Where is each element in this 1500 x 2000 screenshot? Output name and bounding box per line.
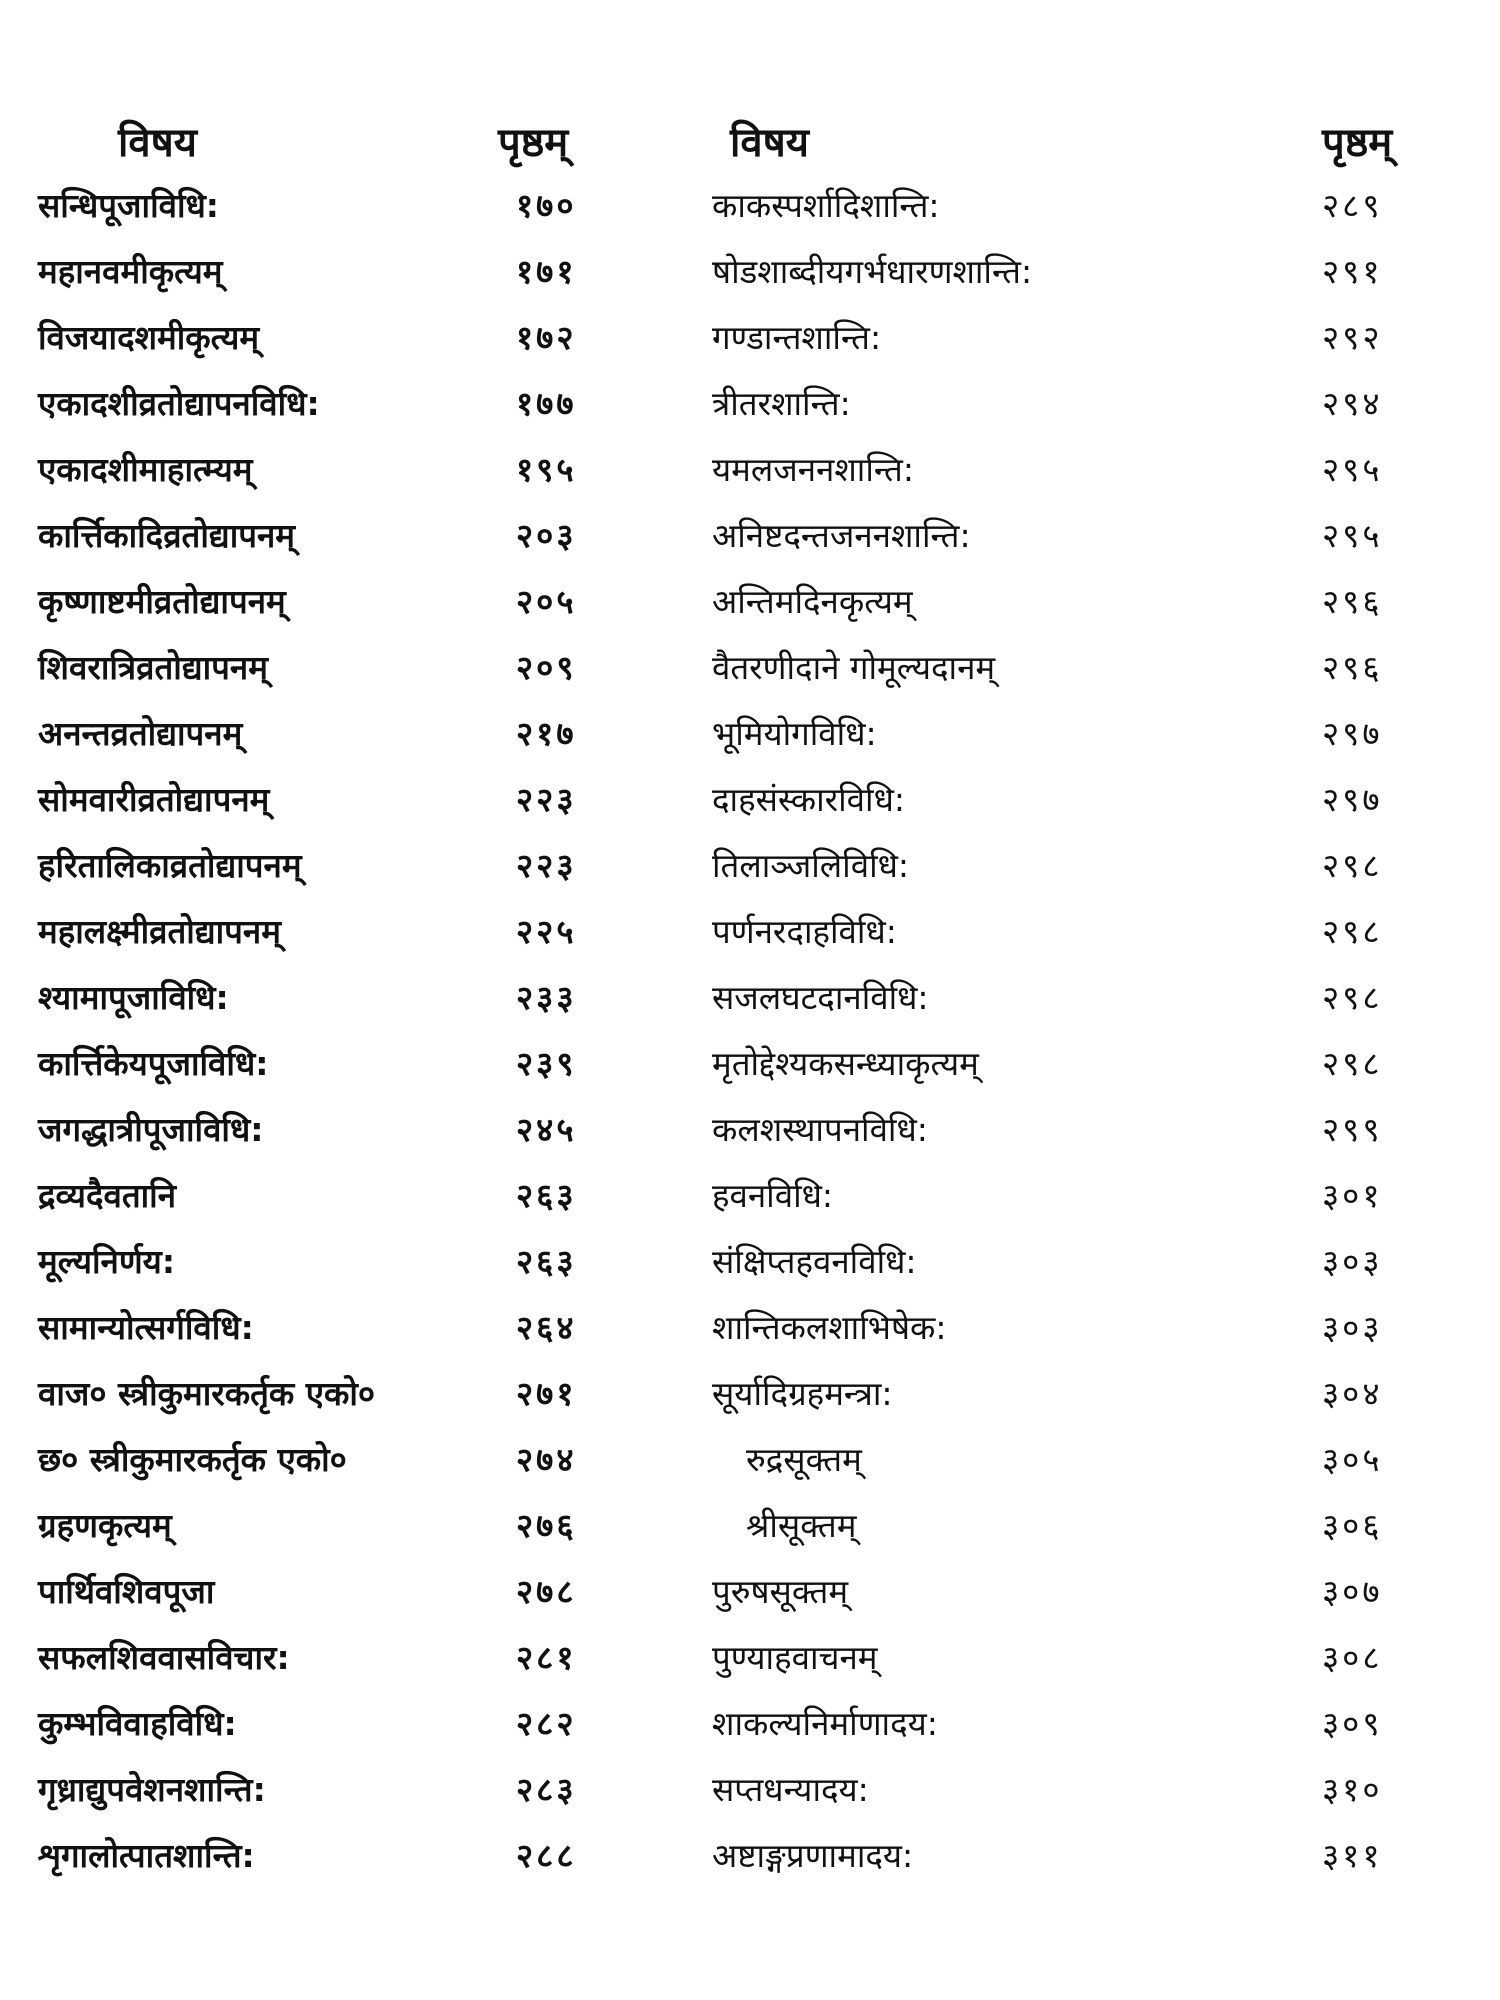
entry-page-number: २९६	[1322, 648, 1383, 687]
entry-subject: पुरुषसूक्तम्	[712, 1572, 849, 1611]
entry-subject: सफलशिववासविचार:	[38, 1638, 290, 1677]
entry-page-number: २८८	[516, 1836, 577, 1875]
entry-page-number: २७४	[516, 1440, 577, 1479]
contents-entry	[712, 243, 1482, 309]
entry-subject: सामान्योत्सर्गविधि:	[38, 1308, 254, 1347]
entry-page-number: ३०८	[1322, 1638, 1383, 1677]
contents-entry	[38, 1695, 618, 1761]
entry-subject: दाहसंस्कारविधि:	[712, 780, 905, 819]
contents-entry	[712, 375, 1482, 441]
entry-page-number: ३०४	[1322, 1374, 1383, 1413]
entry-page-number: २२३	[516, 846, 577, 885]
entry-subject: संक्षिप्तहवनविधि:	[712, 1242, 917, 1281]
entry-page-number: ३११	[1322, 1836, 1383, 1875]
entry-page-number: २६४	[516, 1308, 577, 1347]
contents-entry	[38, 903, 618, 969]
contents-column-right	[712, 115, 1482, 1893]
entry-page-number: २९४	[1322, 384, 1383, 423]
entry-page-number: २४५	[516, 1110, 577, 1149]
contents-entry	[38, 1431, 618, 1497]
entry-subject: सप्तधन्यादय:	[712, 1770, 869, 1809]
entry-subject: मृतोद्देश्यकसन्ध्याकृत्यम्	[712, 1044, 979, 1083]
contents-column-left	[38, 115, 618, 1893]
contents-entry	[38, 969, 618, 1035]
entry-subject: शिवरात्रिव्रतोद्यापनम्	[38, 648, 268, 687]
entry-subject: हरितालिकाव्रतोद्यापनम्	[38, 846, 302, 885]
entry-subject: गृध्राद्युपवेशनशान्ति:	[38, 1770, 266, 1809]
entry-subject: अनिष्टदन्तजननशान्ति:	[712, 516, 971, 555]
contents-entry	[712, 1761, 1482, 1827]
contents-entry	[712, 507, 1482, 573]
entry-page-number: २७१	[516, 1374, 577, 1413]
entry-page-number: १७७	[516, 384, 577, 423]
entry-subject: वाज० स्त्रीकुमारकर्तृक एको०	[38, 1374, 376, 1413]
entry-page-number: २८९	[1322, 186, 1383, 225]
contents-entry	[38, 1101, 618, 1167]
contents-entry	[712, 1827, 1482, 1893]
contents-entry	[38, 177, 618, 243]
contents-entry	[712, 1563, 1482, 1629]
entry-subject: कार्त्तिकेयपूजाविधि:	[38, 1044, 269, 1083]
column-header	[38, 115, 618, 177]
entry-page-number: २६३	[516, 1242, 577, 1281]
entry-subject: शृगालोत्पातशान्ति:	[38, 1836, 255, 1875]
entry-subject: विजयादशमीकृत्यम्	[38, 318, 260, 357]
contents-entry	[38, 639, 618, 705]
contents-entry	[712, 903, 1482, 969]
entry-page-number: ३१०	[1322, 1770, 1383, 1809]
entry-subject: सोमवारीव्रतोद्यापनम्	[38, 780, 270, 819]
entry-page-number: २८२	[516, 1704, 577, 1743]
contents-entry	[38, 1365, 618, 1431]
contents-entry	[712, 837, 1482, 903]
entry-page-number: ३०७	[1322, 1572, 1383, 1611]
entry-subject: जगद्धात्रीपूजाविधि:	[38, 1110, 264, 1149]
contents-entry	[38, 1299, 618, 1365]
entry-page-number: २९८	[1322, 978, 1383, 1017]
entry-page-number: २९७	[1322, 714, 1383, 753]
page-heading: पृष्ठम्	[498, 120, 569, 166]
entry-subject: महालक्ष्मीव्रतोद्यापनम्	[38, 912, 281, 951]
entry-subject: रुद्रसूक्तम्	[746, 1440, 862, 1479]
contents-entry	[38, 1035, 618, 1101]
contents-entry	[38, 507, 618, 573]
entry-subject: त्रीतरशान्ति:	[712, 384, 851, 423]
contents-entry	[38, 1563, 618, 1629]
contents-entry	[712, 1233, 1482, 1299]
contents-entry	[712, 705, 1482, 771]
entry-page-number: २६३	[516, 1176, 577, 1215]
entry-page-number: २९६	[1322, 582, 1383, 621]
entry-page-number: २३९	[516, 1044, 577, 1083]
contents-entry	[38, 705, 618, 771]
entry-page-number: २७६	[516, 1506, 577, 1545]
contents-list-right	[712, 177, 1482, 1893]
entry-subject: शाकल्यनिर्माणादय:	[712, 1704, 938, 1743]
contents-entry	[712, 1167, 1482, 1233]
entry-subject: श्रीसूक्तम्	[746, 1506, 857, 1545]
entry-page-number: २९८	[1322, 912, 1383, 951]
entry-page-number: २९८	[1322, 846, 1383, 885]
entry-page-number: २८३	[516, 1770, 577, 1809]
contents-entry	[712, 1695, 1482, 1761]
entry-page-number: १९५	[516, 450, 577, 489]
contents-entry	[712, 1497, 1482, 1563]
entry-subject: अष्टाङ्गप्रणामादय:	[712, 1836, 914, 1875]
subject-heading: विषय	[730, 120, 809, 166]
entry-page-number: १७०	[516, 186, 577, 225]
entry-page-number: २९५	[1322, 450, 1383, 489]
contents-entry	[38, 1761, 618, 1827]
contents-entry	[38, 573, 618, 639]
entry-subject: ग्रहणकृत्यम्	[38, 1506, 172, 1545]
entry-subject: हवनविधि:	[712, 1176, 834, 1215]
entry-page-number: ३०६	[1322, 1506, 1383, 1545]
entry-subject: पुण्याहवाचनम्	[712, 1638, 878, 1677]
entry-subject: कलशस्थापनविधि:	[712, 1110, 928, 1149]
entry-page-number: ३०९	[1322, 1704, 1383, 1743]
entry-subject: भूमियोगविधि:	[712, 714, 877, 753]
contents-entry	[712, 1035, 1482, 1101]
contents-list-left	[38, 177, 618, 1893]
contents-entry	[712, 441, 1482, 507]
entry-subject: महानवमीकृत्यम्	[38, 252, 223, 291]
column-header	[712, 115, 1482, 177]
entry-subject: अन्तिमदिनकृत्यम्	[712, 582, 913, 621]
entry-page-number: २०३	[516, 516, 577, 555]
entry-page-number: २०९	[516, 648, 577, 687]
entry-subject: कार्त्तिकादिव्रतोद्यापनम्	[38, 516, 296, 555]
contents-entry	[712, 1431, 1482, 1497]
entry-subject: एकादशीव्रतोद्यापनविधि:	[38, 384, 320, 423]
contents-entry	[712, 969, 1482, 1035]
contents-entry	[38, 1497, 618, 1563]
entry-page-number: २०५	[516, 582, 577, 621]
contents-entry	[38, 375, 618, 441]
entry-page-number: २८१	[516, 1638, 577, 1677]
entry-subject: एकादशीमाहात्म्यम्	[38, 450, 253, 489]
subject-heading: विषय	[118, 120, 197, 166]
entry-subject: श्यामापूजाविधि:	[38, 978, 229, 1017]
contents-entry	[38, 1827, 618, 1893]
contents-entry	[712, 1101, 1482, 1167]
entry-page-number: ३०५	[1322, 1440, 1383, 1479]
entry-page-number: २९९	[1322, 1110, 1383, 1149]
contents-entry	[38, 309, 618, 375]
entry-subject: द्रव्यदैवतानि	[38, 1176, 177, 1215]
contents-entry	[38, 441, 618, 507]
entry-subject: सजलघटदानविधि:	[712, 978, 929, 1017]
entry-page-number: २२५	[516, 912, 577, 951]
entry-subject: कुम्भविवाहविधि:	[38, 1704, 237, 1743]
entry-page-number: २९८	[1322, 1044, 1383, 1083]
entry-subject: काकस्पर्शादिशान्ति:	[712, 186, 940, 225]
contents-entry	[712, 177, 1482, 243]
contents-entry	[38, 771, 618, 837]
entry-subject: वैतरणीदाने गोमूल्यदानम्	[712, 648, 996, 687]
entry-page-number: २९५	[1322, 516, 1383, 555]
contents-entry	[38, 1167, 618, 1233]
entry-page-number: ३०१	[1322, 1176, 1383, 1215]
entry-page-number: २९७	[1322, 780, 1383, 819]
page-heading: पृष्ठम्	[1322, 120, 1393, 166]
entry-subject: यमलजननशान्ति:	[712, 450, 914, 489]
contents-entry	[712, 1365, 1482, 1431]
entry-page-number: १७१	[516, 252, 577, 291]
contents-entry	[38, 1233, 618, 1299]
entry-subject: तिलाञ्जलिविधि:	[712, 846, 910, 885]
entry-subject: अनन्तव्रतोद्यापनम्	[38, 714, 243, 753]
entry-page-number: २७८	[516, 1572, 577, 1611]
entry-page-number: ३०३	[1322, 1308, 1383, 1347]
entry-subject: षोडशाब्दीयगर्भधारणशान्ति:	[712, 252, 1033, 291]
contents-entry	[712, 639, 1482, 705]
entry-subject: कृष्णाष्टमीव्रतोद्यापनम्	[38, 582, 286, 621]
contents-entry	[712, 1299, 1482, 1365]
contents-entry	[712, 1629, 1482, 1695]
contents-entry	[38, 243, 618, 309]
entry-subject: गण्डान्तशान्ति:	[712, 318, 882, 357]
entry-subject: पार्थिवशिवपूजा	[38, 1572, 215, 1611]
entry-subject: मूल्यनिर्णय:	[38, 1242, 176, 1281]
contents-entry	[38, 837, 618, 903]
entry-subject: सन्धिपूजाविधि:	[38, 186, 220, 225]
entry-page-number: २१७	[516, 714, 577, 753]
entry-page-number: २२३	[516, 780, 577, 819]
entry-page-number: १७२	[516, 318, 577, 357]
entry-subject: सूर्यादिग्रहमन्त्रा:	[712, 1374, 893, 1413]
entry-page-number: ३०३	[1322, 1242, 1383, 1281]
entry-page-number: २३३	[516, 978, 577, 1017]
contents-entry	[38, 1629, 618, 1695]
entry-subject: पर्णनरदाहविधि:	[712, 912, 897, 951]
contents-entry	[712, 573, 1482, 639]
entry-subject: छ० स्त्रीकुमारकर्तृक एको०	[38, 1440, 347, 1479]
entry-page-number: २९२	[1322, 318, 1383, 357]
entry-page-number: २९१	[1322, 252, 1383, 291]
contents-entry	[712, 309, 1482, 375]
contents-entry	[712, 771, 1482, 837]
entry-subject: शान्तिकलशाभिषेक:	[712, 1308, 947, 1347]
